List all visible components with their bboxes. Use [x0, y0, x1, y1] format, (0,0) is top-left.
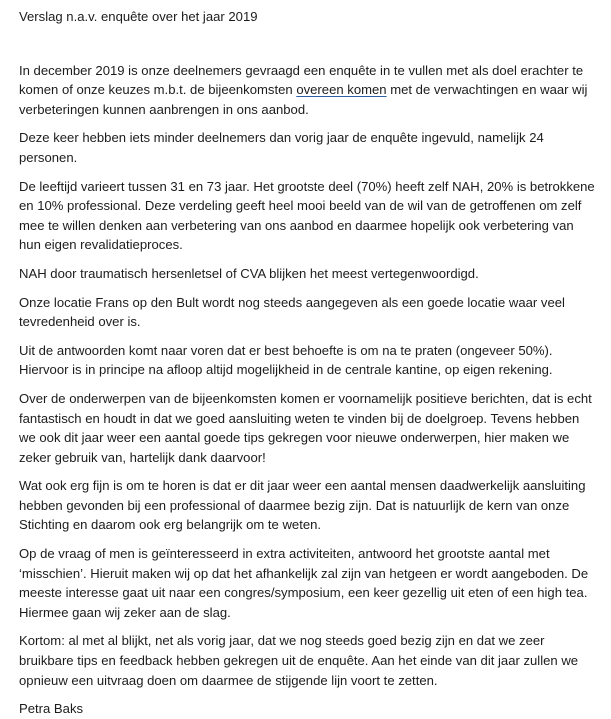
paragraph-intro-text-end: met de verwachtingen en waar wij verbeteringen kunnen aanbrengen in ons aanbod.	[19, 82, 588, 117]
paragraph-talk-afterwards: Uit de antwoorden komt naar voren dat er best behoefte is om na te praten (ongeveer 50%). Hiervoor is in principe na afloop altijd mogelijkheid in de centrale kantine, op eigen rekening.	[19, 342, 553, 378]
document-title: Verslag n.a.v. enquête over het jaar 2019	[19, 9, 258, 24]
paragraph-intro	[19, 61, 597, 120]
paragraph-intro-text-start: In december 2019 is onze deelnemers gevraagd een enquête in te vullen met als doel erachter te komen of onze keuzes m.b.t. de bijeenkomsten	[19, 62, 584, 98]
paragraph-connections: Wat ook erg fijn is om te horen is dat er dit jaar weer een aantal mensen daadwerkelijk aansluiting hebben gevonden bij een professional of daarmee bezig zijn. Dat is natuurlijk de kern van onze Stichting en daarom ook erg belangrijk om te weten.	[19, 478, 586, 533]
paragraph-nah-types: NAH door traumatisch hersenletsel of CVA blijken het meest vertegenwoordigd.	[19, 265, 479, 281]
paragraph-age-distribution: De leeftijd varieert tussen 31 en 73 jaar. Het grootste deel (70%) heeft zelf NAH, 20% is betrokkene en 10% professional. Deze verdeling geeft heel mooi beeld van de wil van de getroffenen om zelf mee te willen denken aan verbetering van ons aanbod en daarmee hopelijk ook verbetering van hun eigen revalidatieproces.	[19, 178, 595, 253]
paragraph-participants: Deze keer hebben iets minder deelnemers dan vorig jaar de enquête ingevuld, namelijk 24 personen.	[19, 130, 544, 165]
paragraph-extra-activities: Op de vraag of men is geïnteresseerd in extra activiteiten, antwoord het grootste aantal met ‘misschien’. Hieruit maken wij op dat het afhankelijk zal zijn van hetgeen er wordt aangeboden. De meeste interesse gaat uit naar een congres/symposium, een keer gezellig uit eten of een high tea. Hiermee gaan wij zeker aan de slag.	[19, 546, 589, 620]
signature: Petra Baks	[19, 701, 84, 717]
spellcheck-underlined-phrase: overeen komen	[296, 82, 387, 98]
paragraph-conclusion: Kortom: al met al blijkt, net als vorig jaar, dat we nog steeds goed bezig zijn en dat we zeer bruikbare tips en feedback hebben gekregen uit de enquête. Aan het einde van dit jaar zullen we opnieuw een uitvraag doen om daarmee de stijgende lijn voort te zetten.	[19, 633, 579, 688]
paragraph-location: Onze locatie Frans op den Bult wordt nog steeds aangegeven als een goede locatie waar veel tevredenheid over is.	[19, 294, 565, 330]
paragraph-topics: Over de onderwerpen van de bijeenkomsten komen er voornamelijk positieve berichten, dat is echt fantastisch en houdt in dat we goed aansluiting weten te vinden bij de doelgroep. Tevens hebben we ook dit jaar weer een aantal goede tips gekregen voor nieuwe onderwerpen, hier maken we zeker gebruik van, hartelijk dank daarvoor!	[19, 390, 592, 465]
